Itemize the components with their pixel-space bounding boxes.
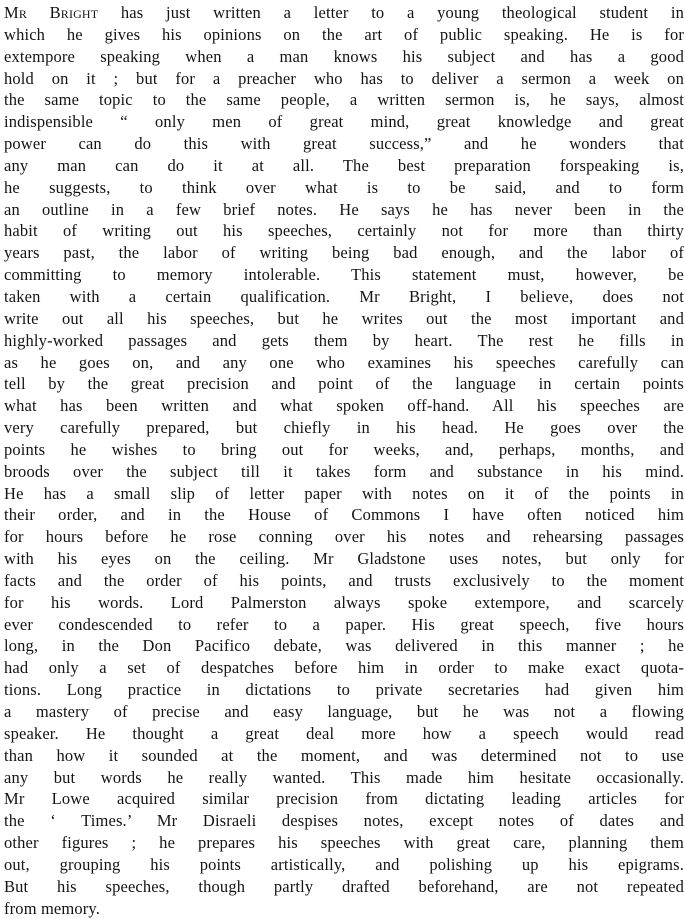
article-line: power can do this with great success,” and he wonders that — [4, 134, 684, 154]
article-line: an outline in a few brief notes. He says he has never been in the — [4, 199, 684, 219]
article-line: speaker. He thought a great deal more how a speech would read — [4, 723, 684, 743]
article-line-text: has just written a letter to a young theological student in — [98, 3, 684, 22]
article-line: write out all his speeches, but he writes out the most important and — [4, 308, 684, 328]
article-line: extempore speaking when a man knows his subject and has a good — [4, 46, 684, 66]
article-line: from memory. — [4, 898, 101, 918]
article-line: indispensible “ only men of great mind, great knowledge and great — [4, 112, 684, 132]
article-line: years past, the labor of writing being bad enough, and the labor of — [4, 243, 684, 263]
article-line: the ‘ Times.’ Mr Disraeli despises notes, except notes of dates and — [4, 811, 684, 831]
article-line — [4, 2, 684, 24]
article-line: he suggests, to think over what is to be said, and to form — [4, 177, 684, 197]
article-line: tions. Long practice in dictations to private secretaries had given him — [4, 680, 684, 700]
article-text — [4, 2, 684, 919]
article-line: broods over the subject till it takes form and substance in his mind. — [4, 461, 684, 481]
article-line: which he gives his opinions on the art of public speaking. He is for — [4, 24, 684, 44]
article-line: what has been written and what spoken off-hand. All his speeches are — [4, 396, 684, 416]
article-line: than how it sounded at the moment, and was determined not to use — [4, 745, 684, 765]
article-line: for his words. Lord Palmerston always spoke extempore, and scarcely — [4, 592, 684, 612]
lead-name: Mr Bright — [4, 3, 99, 22]
article-line: for hours before he rose conning over his notes and rehearsing passages — [4, 527, 684, 547]
article-line: highly-worked passages and gets them by heart. The rest he fills in — [4, 330, 684, 350]
article-line: a mastery of precise and easy language, but he was not a flowing — [4, 702, 684, 721]
article-line: He has a small slip of letter paper with notes on it of the points in — [4, 483, 684, 503]
article-line: committing to memory intolerable. This statement must, however, be — [4, 265, 684, 285]
article-line: long, in the Don Pacifico debate, was delivered in this manner ; he — [4, 636, 684, 656]
article-line: other figures ; he prepares his speeches with great care, planning them — [4, 833, 684, 853]
article-line: had only a set of despatches before him in order to make exact quota- — [4, 658, 684, 678]
article-line: any man can do it at all. The best preparation forspeaking is, — [4, 155, 684, 175]
article-line: their order, and in the House of Commons I have often noticed him — [4, 505, 684, 525]
article-line: any but words he really wanted. This made him hesitate occasionally. — [4, 767, 684, 787]
article-line: Mr Lowe acquired similar precision from dictating leading articles for — [4, 789, 684, 809]
article-line: very carefully prepared, but chiefly in his head. He goes over the — [4, 418, 684, 438]
article-line: facts and the order of his points, and trusts exclusively to the moment — [4, 570, 684, 590]
article-line: the same topic to the same people, a written sermon is, he says, almost — [4, 90, 684, 110]
article-line: But his speeches, though partly drafted beforehand, are not repeated — [4, 876, 684, 896]
article-line: as he goes on, and any one who examines his speeches carefully can — [4, 352, 684, 372]
article-line: points he wishes to bring out for weeks, and, perhaps, months, and — [4, 439, 684, 459]
article-line: habit of writing out his speeches, certainly not for more than thirty — [4, 221, 684, 241]
article-line: out, grouping his points artistically, and polishing up his epigrams. — [4, 854, 684, 874]
article-line: ever condescended to refer to a paper. His great speech, five hours — [4, 614, 684, 634]
article-line: with his eyes on the ceiling. Mr Gladstone uses notes, but only for — [4, 549, 684, 569]
article-line: taken with a certain qualification. Mr Bright, I believe, does not — [4, 286, 684, 306]
article-line: hold on it ; but for a preacher who has to deliver a sermon a week on — [4, 68, 684, 88]
article-line: tell by the great precision and point of the language in certain points — [4, 374, 684, 394]
